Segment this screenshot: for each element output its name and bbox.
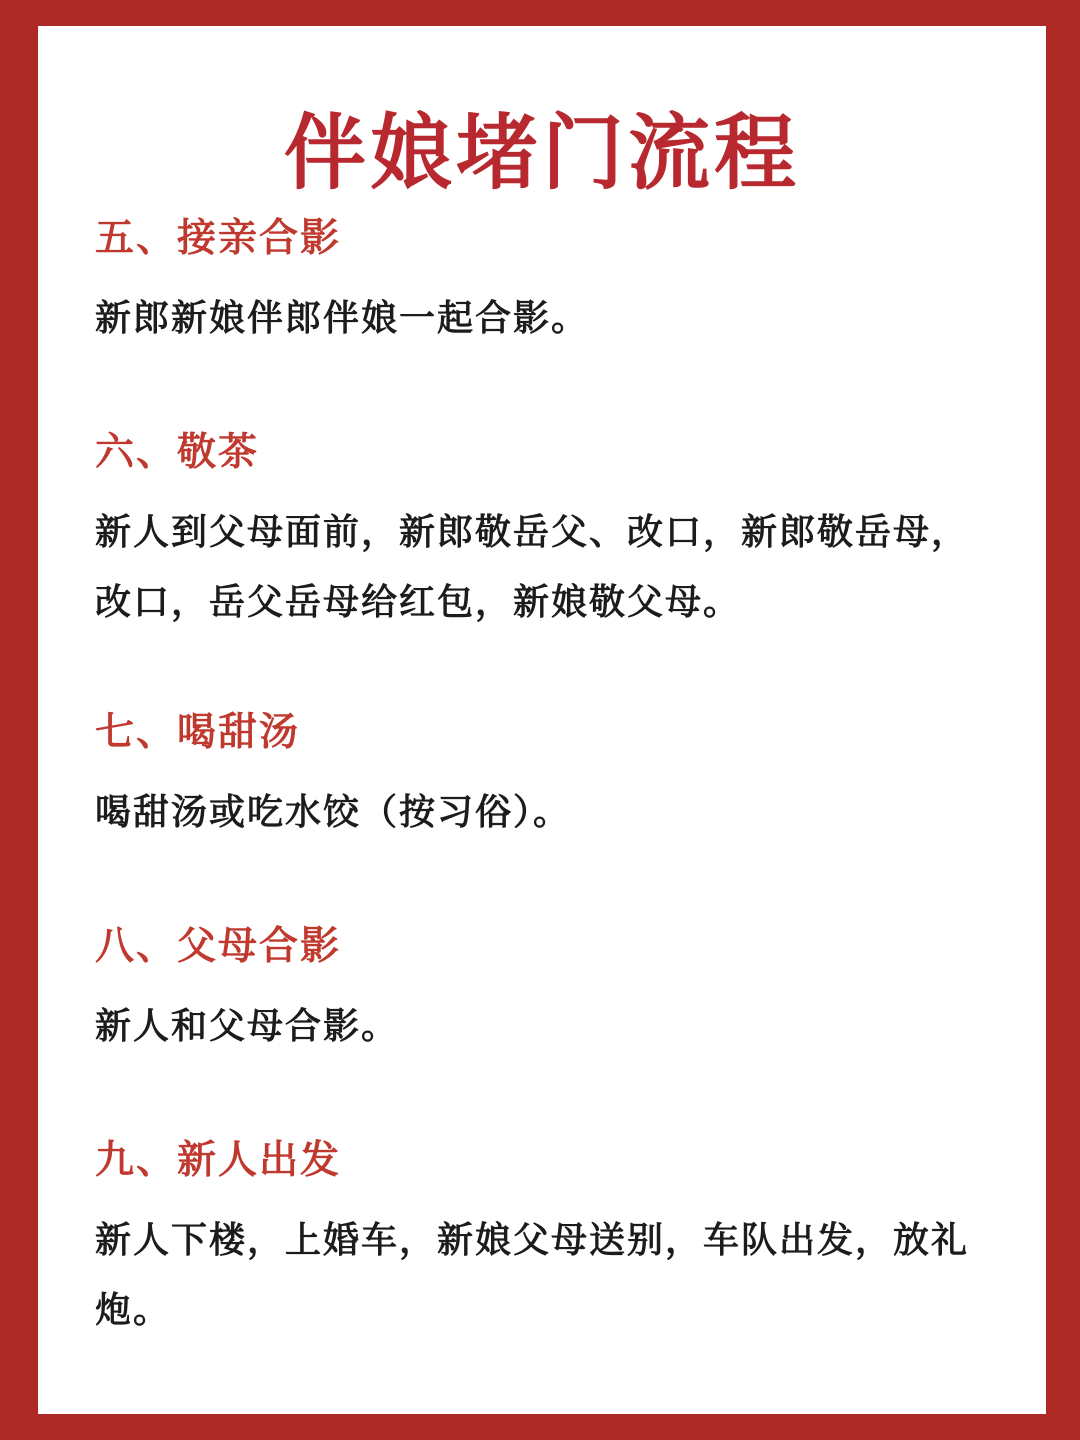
section-heading: 五、接亲合影 (95, 216, 342, 261)
section-photo-with-bride-pickup (95, 214, 1005, 354)
section-body: 喝甜汤或吃水饺（按习俗）。 (95, 792, 572, 833)
section-heading: 六、敬茶 (95, 430, 260, 475)
section-parents-photo (95, 922, 1005, 1062)
section-heading: 九、新人出发 (95, 1138, 342, 1183)
section-tea-ceremony (95, 428, 1005, 638)
section-sweet-soup (95, 708, 1005, 848)
content-card (38, 26, 1046, 1414)
section-body: 新人和父母合影。 (95, 1006, 400, 1047)
section-couple-departure (95, 1136, 1005, 1346)
section-body: 新人到父母面前，新郎敬岳父、改口，新郎敬岳母，改口，岳父岳母给红包，新娘敬父母。 (95, 512, 970, 623)
section-body: 新郎新娘伴郎伴娘一起合影。 (95, 298, 590, 339)
section-body: 新人下楼，上婚车，新娘父母送别，车队出发，放礼炮。 (95, 1220, 970, 1331)
section-heading: 七、喝甜汤 (95, 710, 301, 755)
page-title: 伴娘堵门流程 (283, 106, 800, 201)
section-heading: 八、父母合影 (95, 924, 342, 969)
